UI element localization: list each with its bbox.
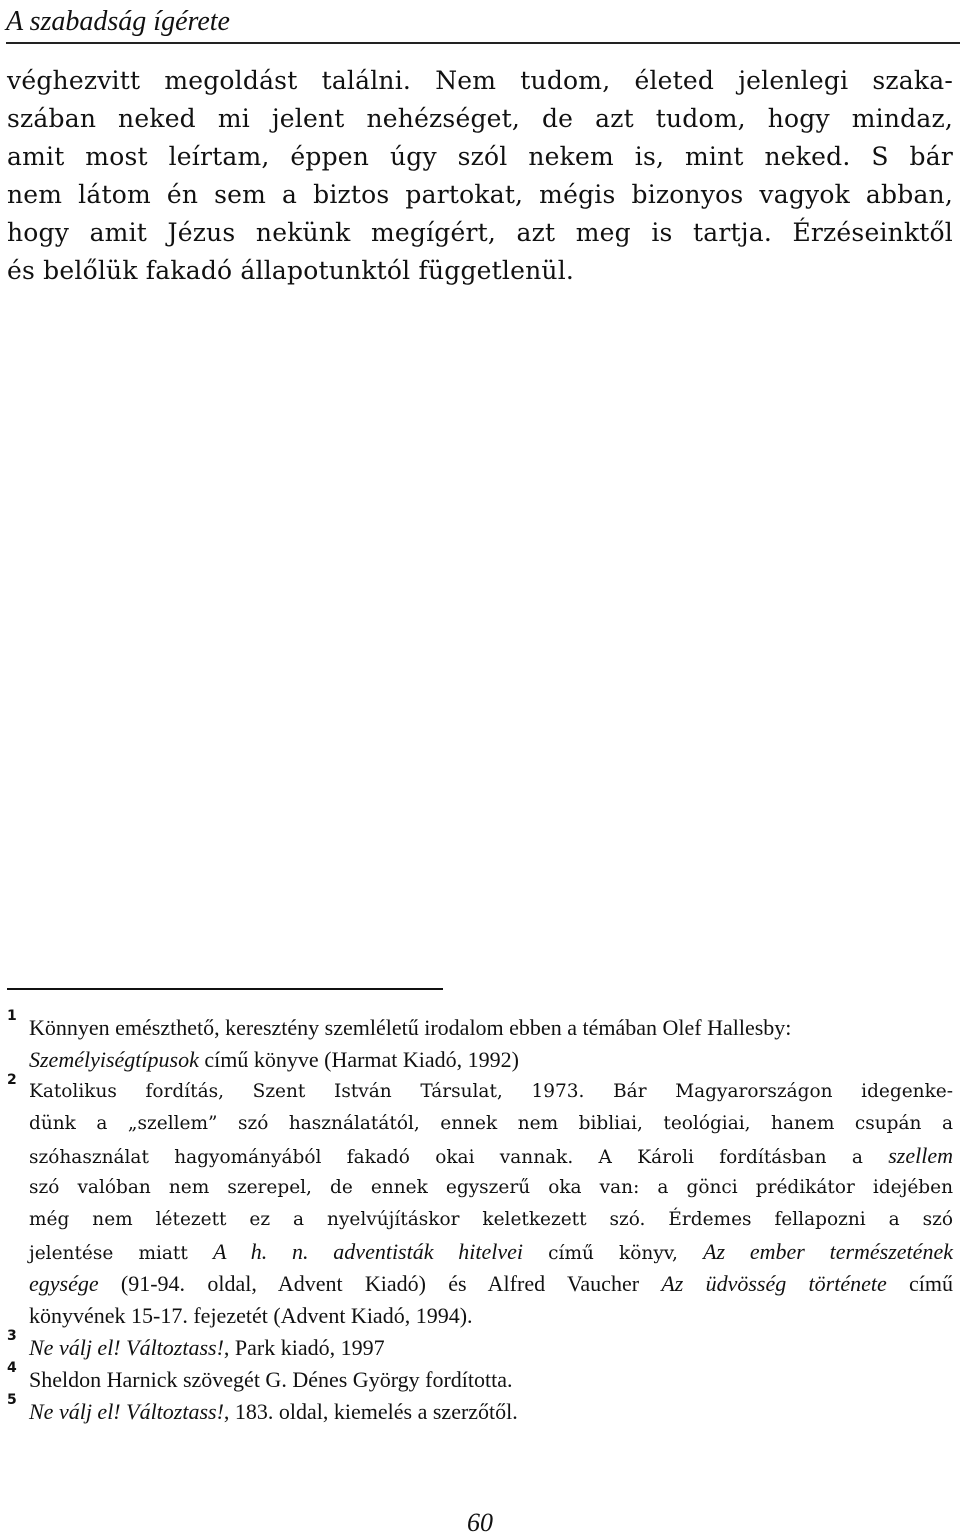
footnote-2-line-text: szó valóban nem szerepel, de ennek egyszerű oka van: a gönci prédikátor idejében: [29, 1177, 953, 1198]
footnote-2-number: 2: [7, 1072, 17, 1088]
footnote-2-line-text: dünk a „szellem” szó használatától, ennek nem bibliai, teológiai, hanem csupán a: [29, 1113, 953, 1134]
page-number: 60: [467, 1508, 493, 1537]
footnote-2-line: [7, 1172, 953, 1204]
footnote-2-line: [7, 1204, 953, 1236]
footnote-2-line: [7, 1140, 953, 1172]
footnote-5-text: , 183. oldal, kiemelés a szerzőtől.: [223, 1399, 518, 1424]
footnote-2-book-title: A h. n. adventisták hitelvei: [212, 1239, 524, 1264]
footnote-2-line: [7, 1300, 953, 1332]
footnote-2-line-text: című könyv,: [523, 1243, 704, 1264]
footnote-3-text: , Park kiadó, 1997: [223, 1335, 385, 1360]
footnote-3-book-title: Ne válj el! Változtass!: [29, 1335, 224, 1360]
footnote-2-line-text: szóhasználat hagyományából fakadó okai vannak. A Károli fordításban a: [29, 1147, 889, 1168]
footnote-4-number: 4: [7, 1360, 17, 1376]
footnote-3: [7, 1328, 953, 1364]
footnote-1-continuation: [7, 1044, 953, 1076]
footnote-1-number: 1: [7, 1008, 17, 1024]
footnote-3-number: 3: [7, 1328, 17, 1344]
footnote-2-book-title: egysége: [29, 1271, 99, 1296]
body-line: véghezvitt megoldást találni. Nem tudom, életed jelenlegi szaka-: [7, 66, 953, 95]
body-line: szában neked mi jelent nehézséget, de azt tudom, hogy mindaz,: [7, 104, 953, 133]
footnote-2-line-text: jelentése miatt: [29, 1243, 213, 1264]
footnotes: [7, 1008, 953, 1428]
body-line: nem látom én sem a biztos partokat, mégis bizonyos vagyok abban,: [7, 180, 953, 209]
footnote-2-line: [7, 1236, 953, 1268]
footnote-1: [7, 1008, 953, 1044]
body-line: és belőlük fakadó állapotunktól függetlenül.: [7, 256, 575, 285]
running-header: [6, 2, 960, 44]
footnote-1-text: Könnyen emészthető, keresztény szemléletű irodalom ebben a témában Olef Hallesby:: [29, 1015, 792, 1040]
footnote-5-number: 5: [7, 1392, 17, 1408]
footnote-2-line-text: könyvének 15-17. fejezetét (Advent Kiadó, 1994).: [29, 1303, 473, 1328]
footnote-2-line-text: (91-94. oldal, Advent Kiadó) és Alfred Vaucher: [98, 1271, 662, 1296]
footnote-2-book-title: Az ember természetének: [703, 1239, 953, 1264]
footnote-1-book-title: Személyiségtípusok: [29, 1047, 199, 1072]
footnote-2-line: [7, 1268, 953, 1300]
footnote-4-text: Sheldon Harnick szövegét G. Dénes György fordította.: [29, 1367, 513, 1392]
footnote-2-italic-term: szellem: [888, 1143, 953, 1168]
footnote-5-book-title: Ne válj el! Változtass!: [29, 1399, 224, 1424]
footnote-4: [7, 1360, 953, 1396]
footnote-2-line: Katolikus fordítás, Szent István Társulat, 1973. Bár Magyarországon idegenke-: [29, 1081, 953, 1102]
footnote-2-line: [7, 1108, 953, 1140]
body-line: hogy amit Jézus nekünk megígért, azt meg is tartja. Érzéseinktől: [7, 218, 953, 247]
footnote-1-publisher: című könyve (Harmat Kiadó, 1992): [198, 1047, 519, 1072]
footnote-2-line-text: még nem létezett ez a nyelvújításkor keletkezett szó. Érdemes fellapozni a szó: [29, 1209, 953, 1230]
footnote-separator: [7, 988, 443, 990]
running-header-title: A szabadság ígérete: [6, 6, 230, 37]
body-paragraph: [7, 62, 953, 290]
footnote-2: [7, 1072, 953, 1108]
body-line: amit most leírtam, éppen úgy szól nekem is, mint neked. S bár: [7, 142, 953, 171]
footnote-5: [7, 1392, 953, 1428]
footnote-2-book-title: Az üdvösség története: [661, 1271, 887, 1296]
footnote-2-line-text: című: [886, 1271, 953, 1296]
